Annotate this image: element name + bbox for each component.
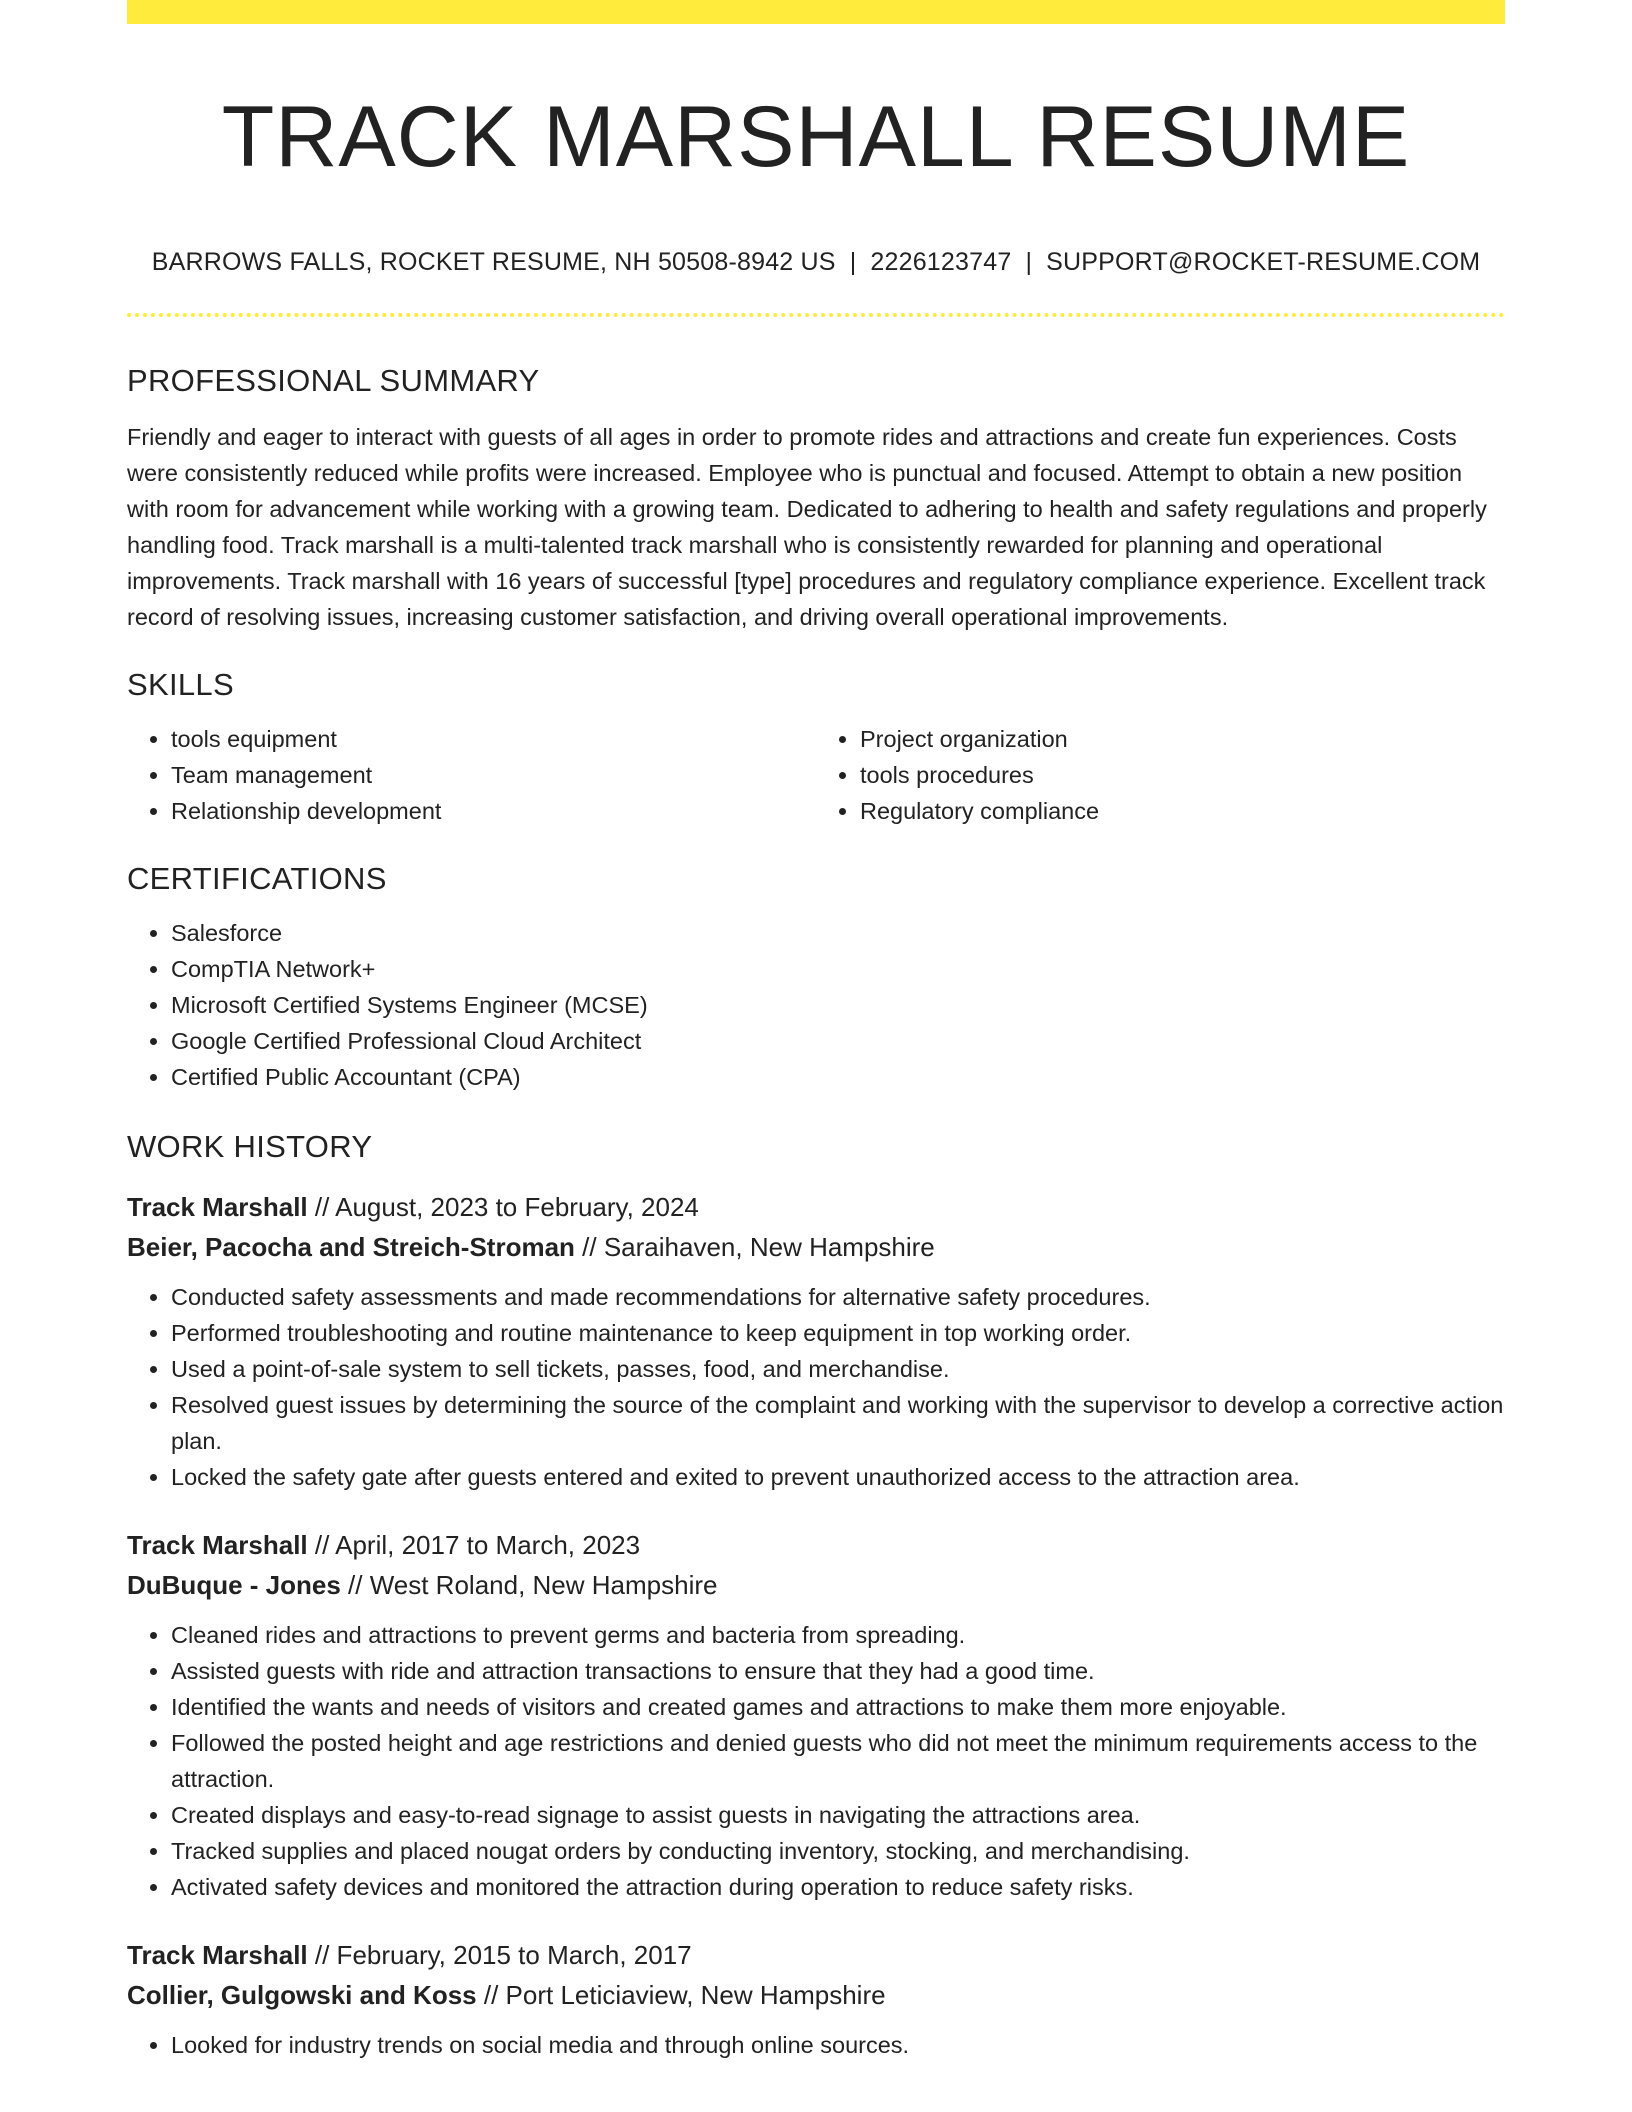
job-duties [127,2027,1505,2063]
contact-separator: | [849,248,857,276]
certification-item: • Salesforce [171,915,1505,951]
job-duty: • Created displays and easy-to-read signage to assist guests in navigating the attractions area. [171,1797,1505,1833]
certifications-heading: CERTIFICATIONS [127,861,387,896]
skill-item: • Project organization [860,721,1505,757]
job-location: // Port Leticiaview, New Hampshire [483,1980,886,2010]
skill-item: • Team management [171,757,816,793]
job-dates: // April, 2017 to March, 2023 [314,1530,641,1560]
job-dates: // February, 2015 to March, 2017 [314,1940,692,1970]
job-title: Track Marshall [127,1940,308,1970]
job-duty: • Locked the safety gate after guests entered and exited to prevent unauthorized access to the attraction area. [171,1459,1505,1495]
skills-list-left [127,721,816,829]
contact-separator: | [1025,248,1033,276]
resume-page [127,0,1505,2063]
job-company: Beier, Pacocha and Streich-Stroman [127,1232,575,1262]
resume-title: TRACK MARSHALL RESUME [221,89,1411,185]
accent-bar [127,0,1505,24]
summary-section [127,361,1505,635]
job-duties [127,1279,1505,1495]
job-duties [127,1617,1505,1905]
job-duty: • Resolved guest issues by determining the source of the complaint and working with the supervisor to develop a corrective action plan. [171,1387,1505,1459]
job-title-line [127,1187,1505,1227]
job-location: // Saraihaven, New Hampshire [582,1232,935,1262]
job-company-line [127,1565,1505,1605]
job-duty: • Tracked supplies and placed nougat orders by conducting inventory, stocking, and merchandising. [171,1833,1505,1869]
certification-item: • Google Certified Professional Cloud Architect [171,1023,1505,1059]
job-company: Collier, Gulgowski and Koss [127,1980,477,2010]
job-duty: • Activated safety devices and monitored the attraction during operation to reduce safety risks. [171,1869,1505,1905]
job-entry [127,1935,1505,2063]
contact-address: BARROWS FALLS, ROCKET RESUME, NH 50508-8942 US [151,248,836,276]
job-title: Track Marshall [127,1192,308,1222]
job-duty: • Assisted guests with ride and attraction transactions to ensure that they had a good time. [171,1653,1505,1689]
certification-item: • CompTIA Network+ [171,951,1505,987]
job-duty: • Identified the wants and needs of visitors and created games and attractions to make them more enjoyable. [171,1689,1505,1725]
skills-heading: SKILLS [127,667,234,702]
job-company-line [127,1227,1505,1267]
job-company: DuBuque - Jones [127,1570,341,1600]
job-entry [127,1187,1505,1495]
job-title-line [127,1525,1505,1565]
job-company-line [127,1975,1505,2015]
skill-item: • Relationship development [171,793,816,829]
job-title-line [127,1935,1505,1975]
summary-heading: PROFESSIONAL SUMMARY [127,363,540,398]
certification-item: • Certified Public Accountant (CPA) [171,1059,1505,1095]
job-duty: • Followed the posted height and age restrictions and denied guests who did not meet the minimum requirements access to the attraction. [171,1725,1505,1797]
dotted-divider [127,313,1505,317]
skill-item: • tools equipment [171,721,816,757]
skills-section [127,665,1505,829]
skills-list-right [816,721,1505,829]
job-duty: • Conducted safety assessments and made recommendations for alternative safety procedures. [171,1279,1505,1315]
contact-email: SUPPORT@ROCKET-RESUME.COM [1046,248,1481,276]
job-entry [127,1525,1505,1905]
job-dates: // August, 2023 to February, 2024 [314,1192,699,1222]
certifications-section [127,859,1505,1095]
summary-text: Friendly and eager to interact with guests of all ages in order to promote rides and attractions and create fun experiences. Costs were consistently reduced while profits were increased. Employee who is punctual and focused. Attempt to obtain a new position with room for advancement while working with a growing team. Dedicated to adhering to health and safety regulations and properly handling food. Track marshall is a multi-talented track marshall who is consistently rewarded for planning and operational improvements. Track marshall with 16 years of successful [type] procedures and regulatory compliance experience. Excellent track record of resolving issues, increasing customer satisfaction, and driving overall operational improvements. [127,424,1487,630]
skill-item: • tools procedures [860,757,1505,793]
job-duty: • Looked for industry trends on social media and through online sources. [171,2027,1505,2063]
skills-columns [127,721,1505,829]
contact-phone: 2226123747 [870,248,1012,276]
job-title: Track Marshall [127,1530,308,1560]
job-duty: • Used a point-of-sale system to sell tickets, passes, food, and merchandise. [171,1351,1505,1387]
certifications-list [127,915,1505,1095]
job-duty: • Performed troubleshooting and routine maintenance to keep equipment in top working order. [171,1315,1505,1351]
certification-item: • Microsoft Certified Systems Engineer (MCSE) [171,987,1505,1023]
skill-item: • Regulatory compliance [860,793,1505,829]
contact-line [127,247,1505,277]
work-history-heading: WORK HISTORY [127,1129,373,1164]
job-duty: • Cleaned rides and attractions to prevent germs and bacteria from spreading. [171,1617,1505,1653]
work-history-section [127,1127,1505,2063]
job-location: // West Roland, New Hampshire [348,1570,718,1600]
